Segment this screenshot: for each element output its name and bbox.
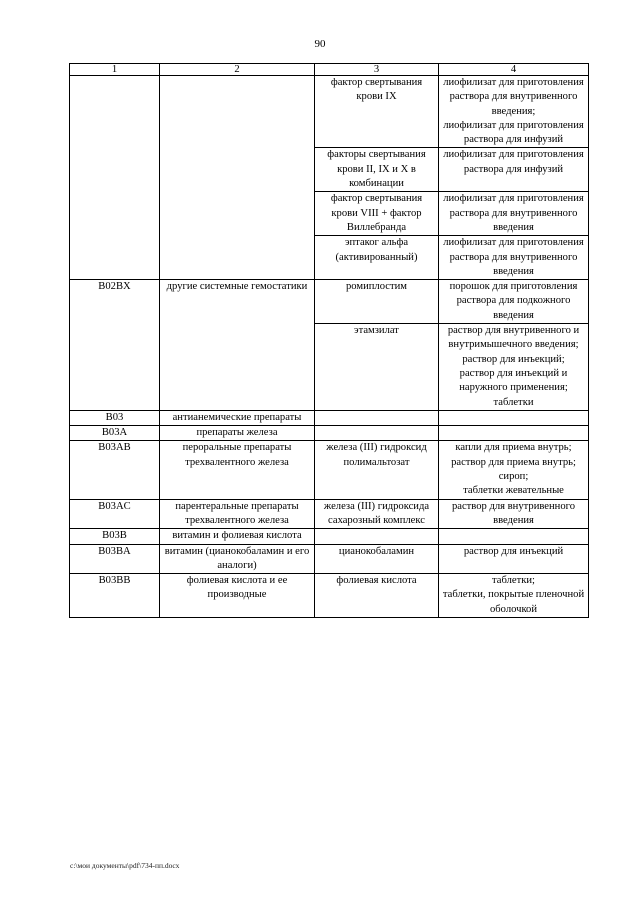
table-row <box>70 499 589 529</box>
dosage-form-cell: раствор для внутривенного введения <box>439 499 589 529</box>
drug-name-cell: этамзилат <box>315 324 439 411</box>
atc-code-cell: B02BX <box>70 280 160 411</box>
group-name-cell: витамин и фолиевая кислота <box>160 529 315 544</box>
column-number-1: 1 <box>70 64 160 76</box>
column-number-2: 2 <box>160 64 315 76</box>
atc-code-cell: B03B <box>70 529 160 544</box>
table-row <box>70 426 589 441</box>
drug-name-cell: ромиплостим <box>315 280 439 324</box>
dosage-form-cell: лиофилизат для приготовления раствора для внутривенного введения; лиофилизат для приготовления раствора для инфузий <box>439 76 589 148</box>
drug-name-cell <box>315 410 439 425</box>
drug-name-cell: фактор свертывания крови VIII + фактор Виллебранда <box>315 192 439 236</box>
table-row <box>70 76 589 148</box>
dosage-form-cell: раствор для инъекций <box>439 544 589 574</box>
drug-name-cell <box>315 529 439 544</box>
group-name-cell: антианемические препараты <box>160 410 315 425</box>
group-name-cell: парентеральные препараты трехвалентного железа <box>160 499 315 529</box>
table-header-row <box>70 64 589 76</box>
atc-code-cell <box>70 76 160 280</box>
atc-code-cell: B03BA <box>70 544 160 574</box>
group-name-cell: другие системные гемостатики <box>160 280 315 411</box>
group-name-cell: фолиевая кислота и ее производные <box>160 574 315 618</box>
page-number: 90 <box>314 38 326 50</box>
atc-code-cell: B03BB <box>70 574 160 618</box>
dosage-form-cell: лиофилизат для приготовления раствора для внутривенного введения <box>439 236 589 280</box>
drug-name-cell: фактор свертывания крови IX <box>315 76 439 148</box>
atc-code-cell: B03AB <box>70 441 160 499</box>
footer-file-path: c:\мои документы\pdf\734-пп.docx <box>70 861 180 870</box>
drug-name-cell: фолиевая кислота <box>315 574 439 618</box>
dosage-form-cell <box>439 426 589 441</box>
group-name-cell: пероральные препараты трехвалентного железа <box>160 441 315 499</box>
drug-table <box>69 63 589 618</box>
group-name-cell <box>160 76 315 280</box>
table-row <box>70 544 589 574</box>
column-number-3: 3 <box>315 64 439 76</box>
table-row <box>70 529 589 544</box>
drug-name-cell: железа (III) гидроксид полимальтозат <box>315 441 439 499</box>
table-row <box>70 441 589 499</box>
dosage-form-cell: таблетки; таблетки, покрытые пленочной оболочкой <box>439 574 589 618</box>
dosage-form-cell: порошок для приготовления раствора для подкожного введения <box>439 280 589 324</box>
dosage-form-cell <box>439 529 589 544</box>
column-number-4: 4 <box>439 64 589 76</box>
dosage-form-cell: лиофилизат для приготовления раствора для внутривенного введения <box>439 192 589 236</box>
drug-name-cell: эптаког альфа (активированный) <box>315 236 439 280</box>
drug-name-cell: цианокобаламин <box>315 544 439 574</box>
table-body <box>70 76 589 618</box>
drug-name-cell: железа (III) гидроксида сахарозный комплекс <box>315 499 439 529</box>
dosage-form-cell: раствор для внутривенного и внутримышечного введения; раствор для инъекций; раствор для инъекций и наружного применения; таблетки <box>439 324 589 411</box>
atc-code-cell: B03 <box>70 410 160 425</box>
table-row <box>70 410 589 425</box>
table-row <box>70 280 589 324</box>
dosage-form-cell: лиофилизат для приготовления раствора для инфузий <box>439 148 589 192</box>
table-row <box>70 574 589 618</box>
atc-code-cell: B03AC <box>70 499 160 529</box>
drug-name-cell: факторы свертывания крови II, IX и X в комбинации <box>315 148 439 192</box>
atc-code-cell: B03A <box>70 426 160 441</box>
group-name-cell: витамин (цианокобаламин и его аналоги) <box>160 544 315 574</box>
group-name-cell: препараты железа <box>160 426 315 441</box>
drug-name-cell <box>315 426 439 441</box>
dosage-form-cell: капли для приема внутрь; раствор для приема внутрь; сироп; таблетки жевательные <box>439 441 589 499</box>
dosage-form-cell <box>439 410 589 425</box>
